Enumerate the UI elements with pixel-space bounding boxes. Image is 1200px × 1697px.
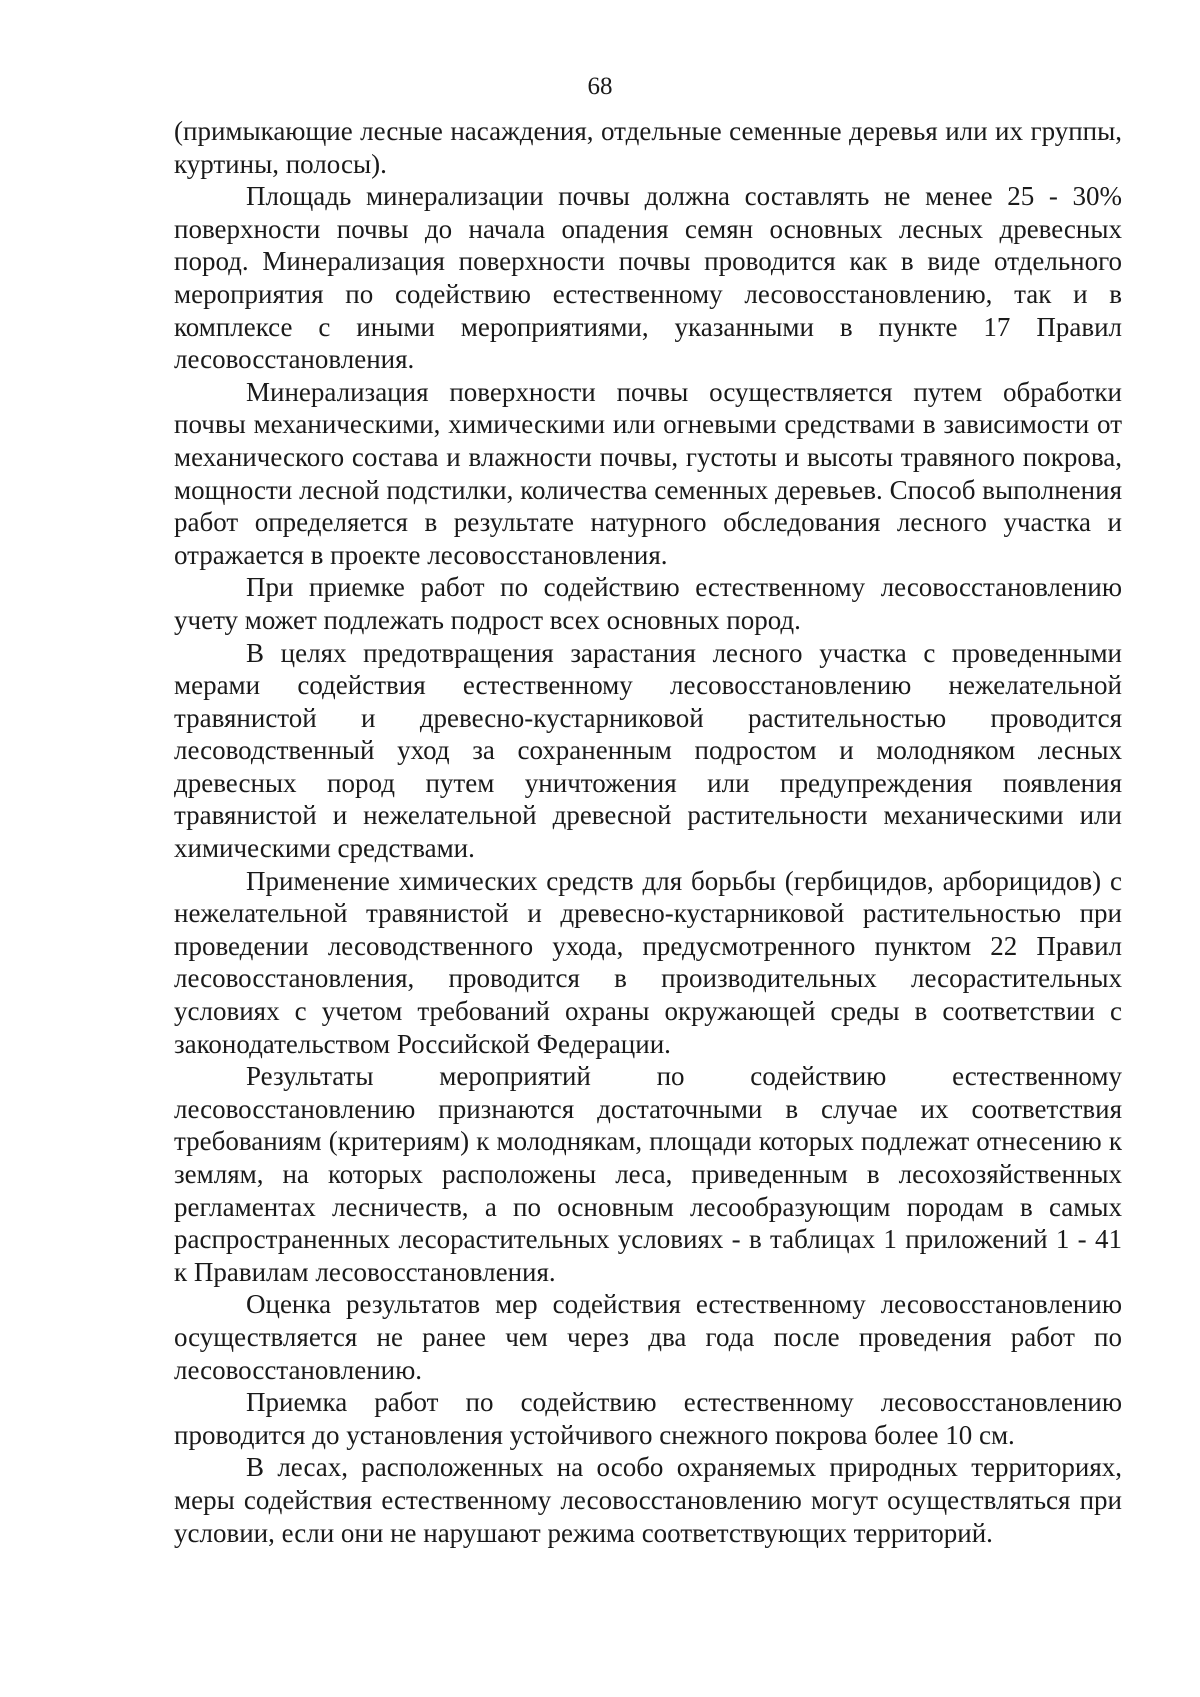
paragraph: Результаты мероприятий по содействию естественному лесовосстановлению признаются достаточными в случае их соответствия требованиям (критериям) к молоднякам, площади которых подлежат отнесению к землям, на которых расположены леса, приведенным в лесохозяйственных регламентах лесничеств, а по основным лесообразующим породам в самых распространенных лесорастительных условиях - в таблицах 1 приложений 1 - 41 к Правилам лесовосстановления. <box>174 1061 1122 1287</box>
paragraph: В лесах, расположенных на особо охраняемых природных территориях, меры содействия естественному лесовосстановлению могут осуществляться при условии, если они не нарушают режима соответствующих территорий. <box>174 1452 1122 1548</box>
paragraph: Приемка работ по содействию естественному лесовосстановлению проводится до установления устойчивого снежного покрова более 10 см. <box>174 1387 1122 1450</box>
page-number: 68 <box>587 73 613 100</box>
document-body <box>174 115 1122 1549</box>
paragraph-continuation: (примыкающие лесные насаждения, отдельные семенные деревья или их группы, куртины, полосы). <box>174 116 1122 179</box>
paragraph: В целях предотвращения зарастания лесного участка с проведенными мерами содействия естественному лесовосстановлению нежелательной травянистой и древесно-кустарниковой растительностью проводится лесоводственный уход за сохраненным подростом и молодняком лесных древесных пород путем уничтожения или предупреждения появления травянистой и нежелательной древесной растительности механическими или химическими средствами. <box>174 637 1122 864</box>
paragraph: Площадь минерализации почвы должна составлять не менее 25 - 30% поверхности почвы до начала опадения семян основных лесных древесных пород. Минерализация поверхности почвы проводится как в виде отдельного мероприятия по содействию естественному лесовосстановлению, так и в комплексе с иными мероприятиями, указанными в пункте 17 Правил лесовосстановления. <box>174 181 1122 375</box>
paragraph: Оценка результатов мер содействия естественному лесовосстановлению осуществляется не ранее чем через два года после проведения работ по лесовосстановлению. <box>174 1289 1122 1385</box>
paragraph: Применение химических средств для борьбы (гербицидов, арборицидов) с нежелательной травянистой и древесно-кустарниковой растительностью при проведении лесоводственного ухода, предусмотренного пунктом 22 Правил лесовосстановления, проводится в производительных лесорастительных условиях с учетом требований охраны окружающей среды в соответствии с законодательством Российской Федерации. <box>174 865 1122 1059</box>
paragraph: При приемке работ по содействию естественному лесовосстановлению учету может подлежать подрост всех основных пород. <box>174 572 1122 635</box>
paragraph: Минерализация поверхности почвы осуществляется путем обработки почвы механическими, химическими или огневыми средствами в зависимости от механического состава и влажности почвы, густоты и высоты травяного покрова, мощности лесной подстилки, количества семенных деревьев. Способ выполнения работ определяется в результате натурного обследования лесного участка и отражается в проекте лесовосстановления. <box>174 376 1122 570</box>
